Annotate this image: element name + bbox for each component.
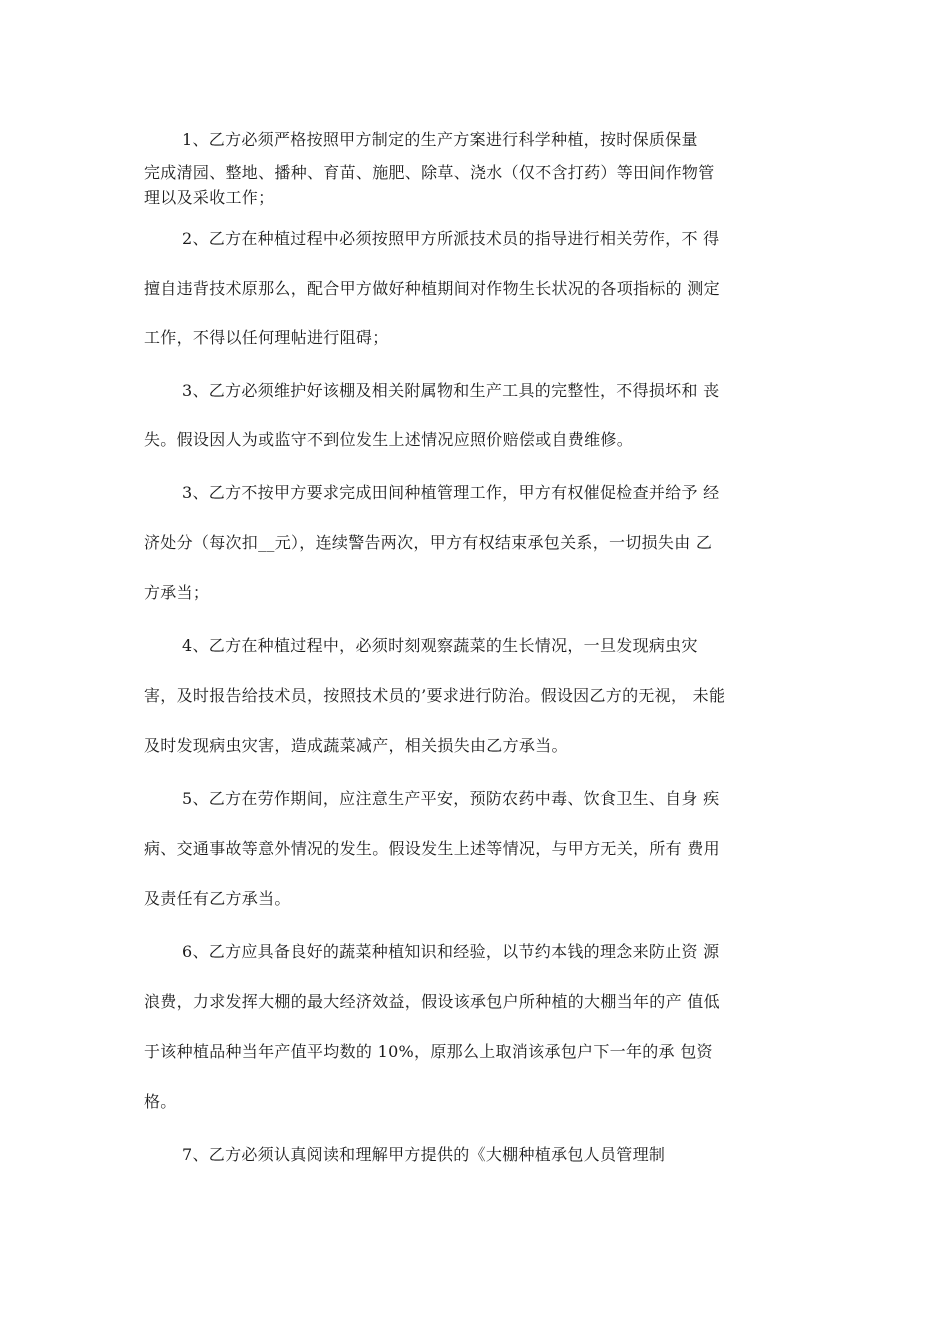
- paragraph-6-line-3: 及责任有乙方承当。: [144, 889, 291, 908]
- paragraph-6-line-2: 病、交通事故等意外情况的发生。假设发生上述等情况，与甲方无关，所有 费用: [144, 839, 720, 858]
- paragraph-7-line-2: 浪费，力求发挥大棚的最大经济效益，假设该承包户所种植的大棚当年的产 值低: [144, 992, 720, 1011]
- paragraph-1-line-3: 理以及采收工作；: [144, 188, 275, 207]
- paragraph-1-line-2: 完成清园、整地、播种、育苗、施肥、除草、浇水（仅不含打药）等田间作物管: [144, 163, 715, 182]
- paragraph-6-line-1: 5、乙方在劳作期间，应注意生产平安，预防农药中毒、饮食卫生、自身 疾: [182, 789, 720, 808]
- paragraph-5-line-2: 害，及时报告给技术员，按照技术员的’要求进行防治。假设因乙方的无视， 未能: [144, 686, 726, 705]
- paragraph-2-line-3: 工作，不得以任何理帖进行阻碍；: [144, 328, 389, 347]
- paragraph-1-line-1: 1、乙方必须严格按照甲方制定的生产方案进行科学种植，按时保质保量: [182, 130, 698, 149]
- paragraph-5-line-3: 及时发现病虫灾害，造成蔬菜减产，相关损失由乙方承当。: [144, 736, 568, 755]
- paragraph-7-line-3: 于该种植品种当年产值平均数的 10%，原那么上取消该承包户下一年的承 包资: [144, 1042, 713, 1061]
- paragraph-3-line-2: 失。假设因人为或监守不到位发生上述情况应照价赔偿或自费维修。: [144, 430, 634, 449]
- paragraph-7-line-4: 格。: [144, 1092, 177, 1111]
- paragraph-7-line-1: 6、乙方应具备良好的蔬菜种植知识和经验，以节约本钱的理念来防止资 源: [182, 942, 720, 961]
- paragraph-4-line-3: 方承当；: [144, 583, 210, 602]
- paragraph-2-line-2: 擅自违背技术原那么，配合甲方做好种植期间对作物生长状况的各项指标的 测定: [144, 279, 720, 298]
- paragraph-8-line-1: 7、乙方必须认真阅读和理解甲方提供的《大棚种植承包人员管理制: [182, 1145, 666, 1164]
- paragraph-3-line-1: 3、乙方必须维护好该棚及相关附属物和生产工具的完整性，不得损坏和 丧: [182, 381, 720, 400]
- paragraph-2-line-1: 2、乙方在种植过程中必须按照甲方所派技术员的指导进行相关劳作，不 得: [182, 229, 720, 248]
- paragraph-5-line-1: 4、乙方在种植过程中，必须时刻观察蔬菜的生长情况，一旦发现病虫灾: [182, 636, 698, 655]
- paragraph-4-line-2: 济处分（每次扣__元），连续警告两次，甲方有权结束承包关系，一切损失由 乙: [144, 533, 713, 552]
- paragraph-4-line-1: 3、乙方不按甲方要求完成田间种植管理工作，甲方有权催促检查并给予 经: [182, 483, 720, 502]
